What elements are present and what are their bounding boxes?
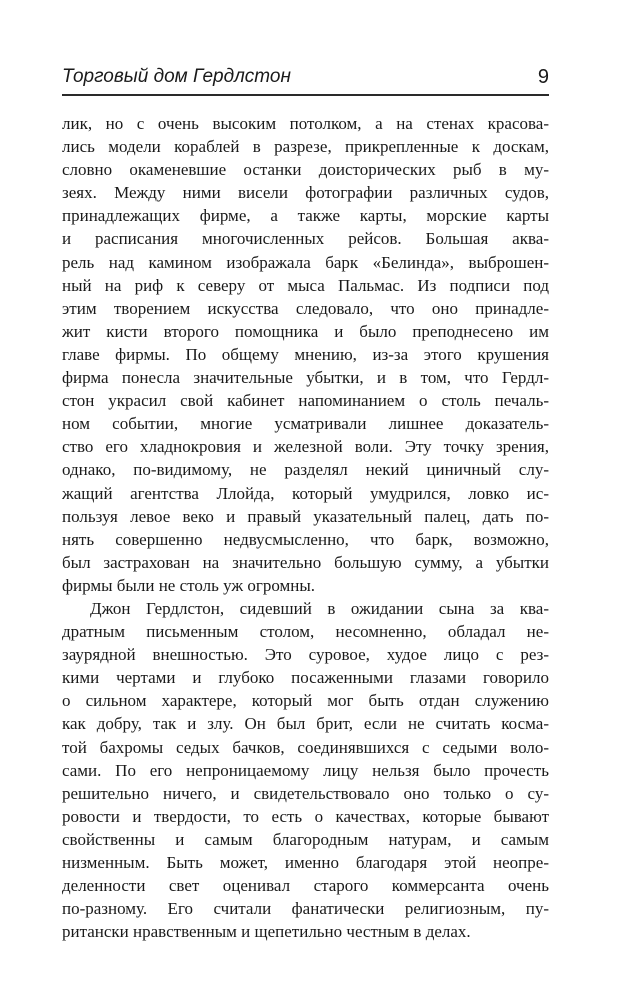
text-line: кими чертами и глубоко посаженными глазами говорило <box>62 668 549 688</box>
running-title: Торговый дом Гердлстон <box>62 66 291 87</box>
text-line: фирмы были не столь уж огромны. <box>62 575 316 595</box>
text-line: словно окаменевшие останки доисторических рыб в му- <box>62 160 549 180</box>
running-header <box>62 64 549 94</box>
text-line: заурядной внешностью. Это суровое, худое лицо с рез- <box>62 645 549 665</box>
paragraph <box>62 112 549 597</box>
text-line: дратным письменным столом, несомненно, обладал не- <box>62 622 549 642</box>
body-text <box>62 112 549 943</box>
text-line: сами. По его непроницаемому лицу нельзя было прочесть <box>62 760 549 780</box>
text-line: этим творением искусства следовало, что оно принадле- <box>62 298 549 318</box>
text-line: принадлежащих фирме, а также карты, морские карты <box>62 206 549 226</box>
text-line: пользуя левое веко и правый указательный палец, дать по- <box>62 506 549 526</box>
text-line: как добру, так и злу. Он был брит, если не считать косма- <box>62 714 549 734</box>
header-rule <box>62 94 549 96</box>
text-line: решительно ничего, и свидетельствовало оно только о су- <box>62 783 549 803</box>
text-line: ровости и твердости, то есть о качествах, которые бывают <box>62 806 549 826</box>
text-line: ный на риф к северу от мыса Пальмас. Из подписи под <box>62 275 549 295</box>
text-line: лись модели кораблей в разрезе, прикрепленные к доскам, <box>62 137 549 157</box>
text-line: фирма понесла значительные убытки, и в том, что Гердл- <box>62 368 549 388</box>
text-line: стон украсил свой кабинет напоминанием о столь печаль- <box>62 391 549 411</box>
text-line: низменным. Быть может, именно благодаря этой неопре- <box>62 853 549 872</box>
text-line: ритански нравственным и щепетильно честным в делах. <box>62 922 471 942</box>
text-line: был застрахован на значительно большую сумму, а убытки <box>62 552 549 572</box>
text-line: той бахромы седых бачков, соединявшихся с седыми воло- <box>62 737 549 757</box>
text-line: лик, но с очень высоким потолком, а на стенах красова- <box>62 114 549 133</box>
text-line: ство его хладнокровия и железной воли. Эту точку зрения, <box>62 437 549 457</box>
text-line: по-разному. Его считали фанатически религиозным, пу- <box>62 899 549 919</box>
page-number: 9 <box>537 66 549 88</box>
text-line: жит кисти второго помощника и было преподнесено им <box>62 321 549 341</box>
text-line: ном событии, многие усматривали лишнее доказатель- <box>62 414 549 434</box>
text-line: рель над камином изображала барк «Белинда», выброшен- <box>62 252 549 272</box>
text-line: и расписания многочисленных рейсов. Большая аква- <box>62 229 549 249</box>
text-line: жащий агентства Ллойда, который умудрился, ловко ис- <box>62 483 549 503</box>
text-line: о сильном характере, который мог быть отдан служению <box>62 691 549 711</box>
text-line: зеях. Между ними висели фотографии различных судов, <box>62 183 549 203</box>
text-line: Джон Гердлстон, сидевший в ожидании сына за ква- <box>90 598 549 618</box>
text-line: свойственны и самым благородным натурам, и самым <box>62 829 549 849</box>
text-line: деленности свет оценивал старого коммерсанта очень <box>62 876 549 896</box>
paragraph <box>62 597 549 943</box>
text-line: нять совершенно недвусмысленно, что барк, возможно, <box>62 529 549 549</box>
text-line: однако, по-видимому, не разделял некий циничный слу- <box>62 460 549 480</box>
text-line: главе фирмы. По общему мнению, из-за этого крушения <box>62 344 549 364</box>
